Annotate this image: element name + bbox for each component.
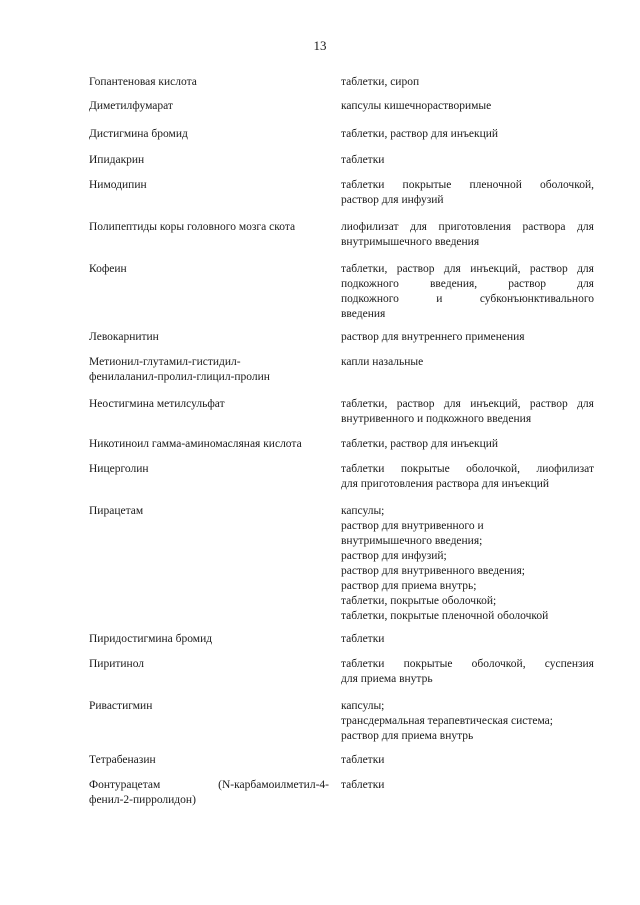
dosage-form: таблетки, раствор для инъекций, раствор для подкожного введения, раствор для подкожного и субконъюнктивального введения (341, 263, 594, 320)
drug-name: Тетрабеназин (89, 754, 156, 766)
dosage-form: лиофилизат для приготовления раствора для внутримышечного введения (341, 221, 594, 248)
dosage-form: капсулы кишечнорастворимые (341, 100, 492, 112)
dosage-form: таблетки (341, 779, 385, 791)
dosage-form: таблетки покрытые пленочной оболочкой, раствор для инфузий (341, 179, 594, 206)
drug-name: Ривастигмин (89, 700, 153, 712)
drug-name: Неостигмина метилсульфат (89, 398, 225, 410)
drug-name: Ипидакрин (89, 154, 145, 166)
dosage-form: таблетки покрытые оболочкой, лиофилизат для приготовления раствора для инъекций (341, 463, 594, 490)
dosage-form: таблетки (341, 154, 385, 166)
dosage-form: капли назальные (341, 356, 424, 368)
dosage-form: таблетки, раствор для инъекций (341, 438, 499, 450)
drug-name: Пиридостигмина бромид (89, 633, 213, 645)
drug-name: Ницерголин (89, 463, 149, 475)
drug-name: Полипептиды коры головного мозга скота (89, 221, 296, 233)
dosage-form: таблетки, сироп (341, 76, 420, 88)
dosage-form: капсулы; трансдермальная терапевтическая система; раствор для приема внутрь (341, 700, 553, 742)
drug-name: Диметилфумарат (89, 100, 173, 112)
dosage-form: таблетки покрытые оболочкой, суспензия для приема внутрь (341, 658, 594, 685)
drug-name: Кофеин (89, 263, 127, 275)
dosage-form: таблетки, раствор для инъекций, раствор для внутривенного и подкожного введения (341, 398, 594, 425)
dosage-form: раствор для внутреннего применения (341, 331, 525, 343)
page-number: 13 (313, 38, 327, 53)
drug-name: Пиритинол (89, 658, 145, 670)
dosage-form: капсулы; раствор для внутривенного и внутримышечного введения; раствор для инфузий; раствор для внутривенного введения; раствор для приема внутрь; таблетки, покрытые оболочкой; таблетки, покрытые пленочной оболочкой (341, 505, 549, 622)
dosage-form: таблетки (341, 754, 385, 766)
drug-name: Метионил-глутамил-гистидил- фенилаланил-пролил-глицил-пролин (89, 356, 270, 383)
drug-name: Левокарнитин (89, 331, 159, 343)
dosage-form: таблетки (341, 633, 385, 645)
drug-name: Пирацетам (89, 505, 144, 517)
drug-name: Гопантеновая кислота (89, 76, 197, 88)
drug-name: Никотиноил гамма-аминомасляная кислота (89, 438, 302, 450)
dosage-form: таблетки, раствор для инъекций (341, 128, 499, 140)
drug-name: Дистигмина бромид (89, 128, 188, 140)
drug-name: Нимодипин (89, 179, 147, 191)
drug-name: Фонтурацетам (N-карбамоилметил-4- фенил-2-пирролидон) (89, 779, 329, 806)
